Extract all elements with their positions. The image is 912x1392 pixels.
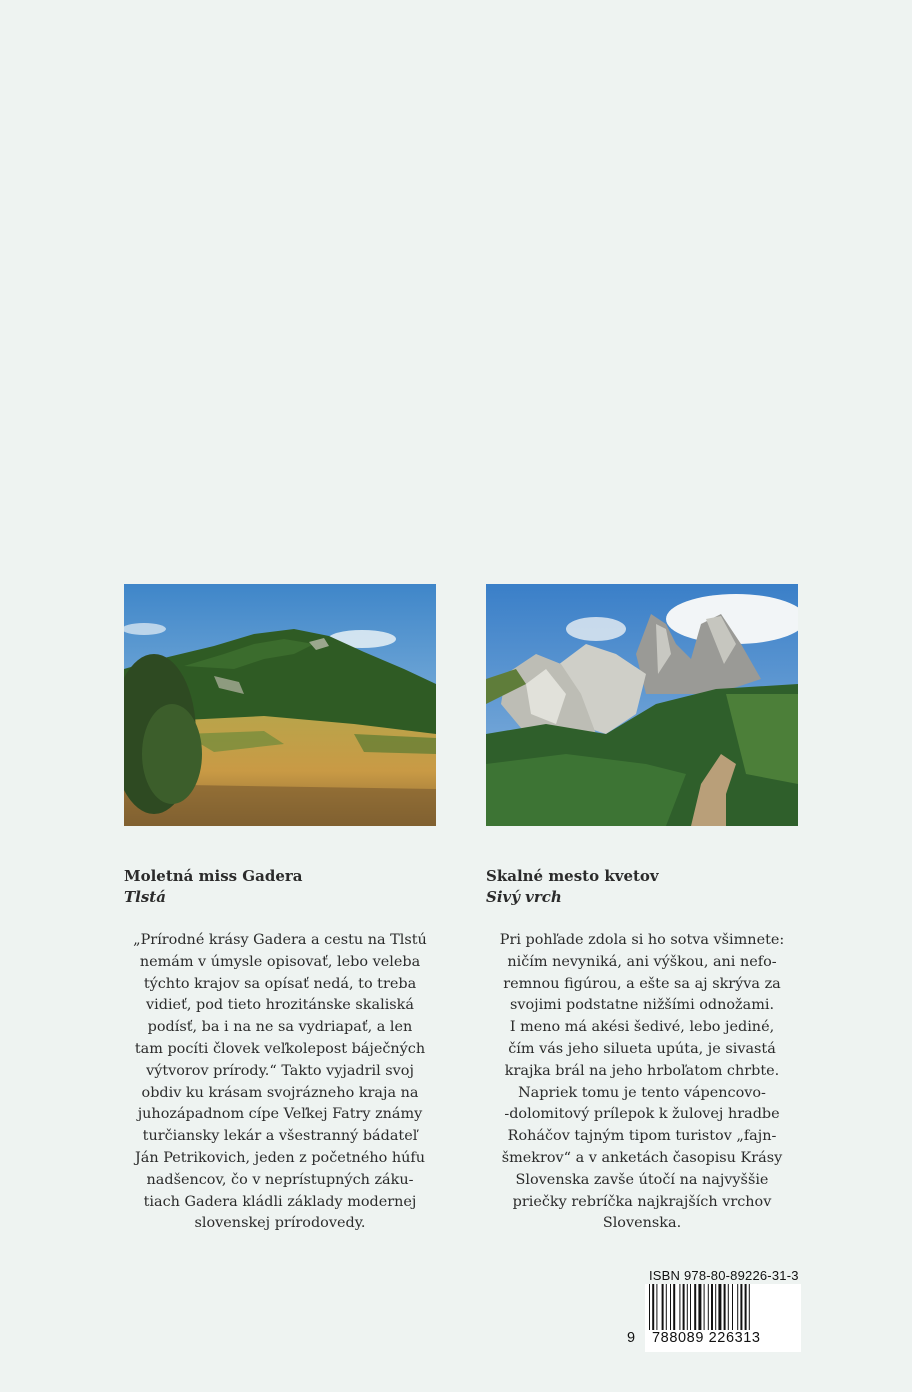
text-line: výtvorov prírody.“ Takto vyjadril svoj <box>146 1062 414 1079</box>
text-line: podísť, ba i na ne sa vydriapať, a len <box>147 1019 413 1036</box>
right-article-heading <box>486 866 816 908</box>
text-line: Slovenska zavše útočí na najvyššie <box>515 1171 769 1188</box>
text-line: tam pocíti človek veľkolepost báječných <box>134 1040 426 1057</box>
text-line: Ján Petrikovich, jeden z početného húfu <box>135 1149 425 1166</box>
text-line: priečky rebríčka najkrajších vrchov <box>512 1193 772 1210</box>
left-article-body <box>124 930 436 1235</box>
text-line: remnou figúrou, a ešte sa aj skrýva za <box>503 975 781 992</box>
text-line: Napriek tomu je tento vápencovo- <box>518 1084 766 1101</box>
text-line: Roháčov tajným tipom turistov „fajn- <box>507 1128 777 1145</box>
right-article-title: Skalné mesto kvetov <box>486 867 659 885</box>
text-line: svojimi podstatne nižšími odnožami. <box>509 997 775 1014</box>
text-line: týchto krajov sa opísať nedá, to treba <box>143 975 417 992</box>
text-line: Pri pohľade zdola si ho sotva všimnete: <box>499 932 785 948</box>
text-line: -dolomitový prílepok k žulovej hradbe <box>504 1106 780 1123</box>
text-line: čím vás jeho silueta upúta, je sivastá <box>508 1040 776 1057</box>
barcode-first-digit: 9 <box>627 1330 636 1346</box>
barcode-digits: 788089 226313 <box>652 1330 761 1346</box>
text-line: nemám v úmysle opisovať, lebo veleba <box>139 953 421 970</box>
text-line: I meno má akési šedivé, lebo jediné, <box>509 1019 775 1036</box>
right-article-subtitle: Sivý vrch <box>486 888 562 906</box>
text-line: juhozápadnom cípe Veľkej Fatry známy <box>137 1106 423 1123</box>
left-article-subtitle: Tlstá <box>124 888 166 906</box>
text-line: slovenskej prírodovedy. <box>194 1215 366 1232</box>
photo-rock-formation <box>486 584 798 826</box>
text-line: ničím nevyniká, ani výškou, ani nefo- <box>507 953 777 970</box>
text-line: tiach Gadera kládli základy modernej <box>143 1193 417 1210</box>
text-line: obdiv ku krásam svojrázneho kraja na <box>141 1084 419 1101</box>
left-article-title: Moletná miss Gadera <box>124 867 303 885</box>
right-article-body <box>486 930 798 1235</box>
photo-meadow-mountain <box>124 584 436 826</box>
text-line: Slovenska. <box>602 1215 682 1232</box>
text-line: turčiansky lekár a všestranný bádateľ <box>142 1128 418 1145</box>
isbn-label: ISBN 978-80-89226-31-3 <box>649 1268 799 1283</box>
text-line: vidieť, pod tieto hrozitánske skaliská <box>146 997 414 1014</box>
text-line: nadšencov, čo v neprístupných záku- <box>146 1171 414 1188</box>
text-line: „Prírodné krásy Gadera a cestu na Tlstú <box>133 932 427 948</box>
text-line: šmekrov“ a v anketách časopisu Krásy <box>501 1149 783 1166</box>
left-article-heading <box>124 866 454 908</box>
text-line: krajka brál na jeho hrboľatom chrbte. <box>504 1062 780 1079</box>
